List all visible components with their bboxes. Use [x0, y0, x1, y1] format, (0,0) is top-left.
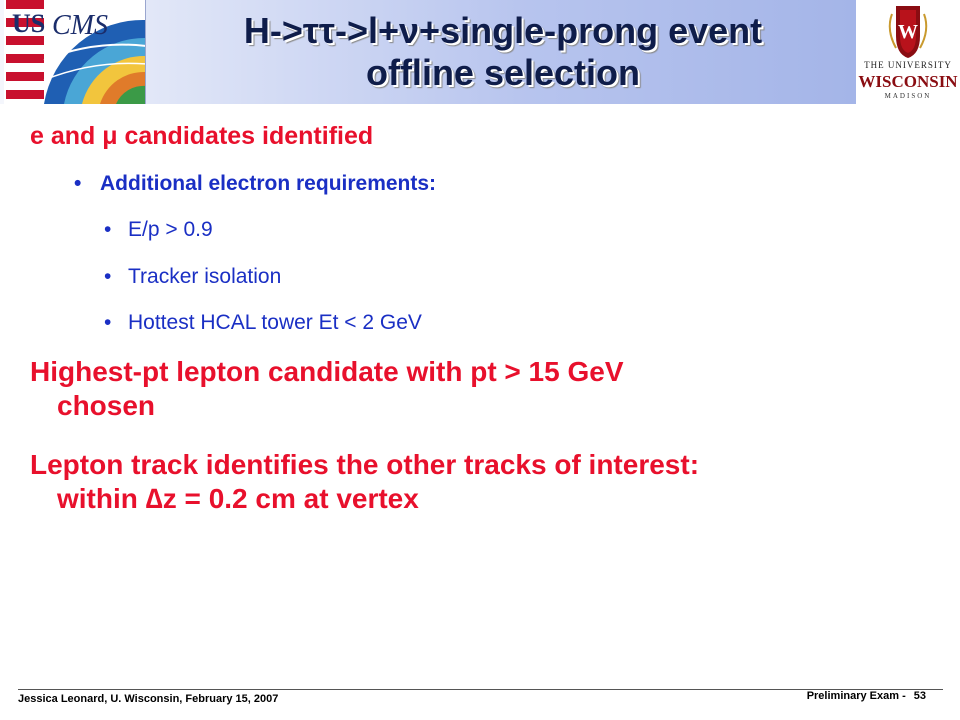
heading-highest-pt-line1: Highest-pt lepton candidate with pt > 15 GeV — [30, 356, 624, 387]
uw-logo-line2: WISCONSIN — [858, 72, 958, 91]
list-item-text: E/p > 0.9 — [128, 218, 213, 241]
heading-lepton-track — [30, 448, 940, 516]
sub-heading-text: Additional electron requirements: — [100, 172, 437, 195]
heading-lepton-track-line1: Lepton track identifies the other tracks of interest: — [30, 449, 700, 480]
footer-label: Preliminary Exam - — [806, 690, 906, 702]
heading-highest-pt-line2: chosen — [57, 390, 156, 421]
heading-candidates: e and μ candidates identified — [30, 122, 374, 150]
heading-highest-pt — [30, 355, 940, 423]
svg-text:CMS: CMS — [52, 10, 108, 41]
bullet: • — [74, 172, 82, 195]
footer-author: Jessica Leonard, U. Wisconsin, February 15, 2007 — [18, 693, 279, 705]
list-item-text: Tracker isolation — [128, 265, 282, 288]
uscms-logo-graphic — [4, 0, 146, 104]
svg-text:W: W — [898, 21, 918, 43]
title-line-2: offline selection — [365, 52, 641, 93]
list-item — [104, 311, 422, 335]
bullet: • — [104, 265, 112, 288]
uw-logo-line1: THE UNIVERSITY — [864, 60, 952, 70]
list-item — [104, 265, 281, 289]
sub-heading-electron — [74, 172, 436, 196]
list-item — [104, 218, 213, 242]
footer-page-info — [799, 690, 926, 702]
uw-logo — [856, 0, 960, 104]
slide-title — [150, 2, 856, 102]
uw-logo-line3: MADISON — [884, 92, 932, 100]
bullet: • — [104, 311, 112, 334]
page-number: 53 — [913, 690, 926, 702]
list-item-text: Hottest HCAL tower Et < 2 GeV — [128, 311, 422, 334]
heading-lepton-track-line2: within ∆z = 0.2 cm at vertex — [57, 483, 419, 514]
uscms-logo — [4, 0, 146, 104]
svg-text:US: US — [12, 9, 46, 38]
bullet: • — [104, 218, 112, 241]
title-line-1: H->ττ->l+ν+single-prong event — [243, 10, 763, 51]
